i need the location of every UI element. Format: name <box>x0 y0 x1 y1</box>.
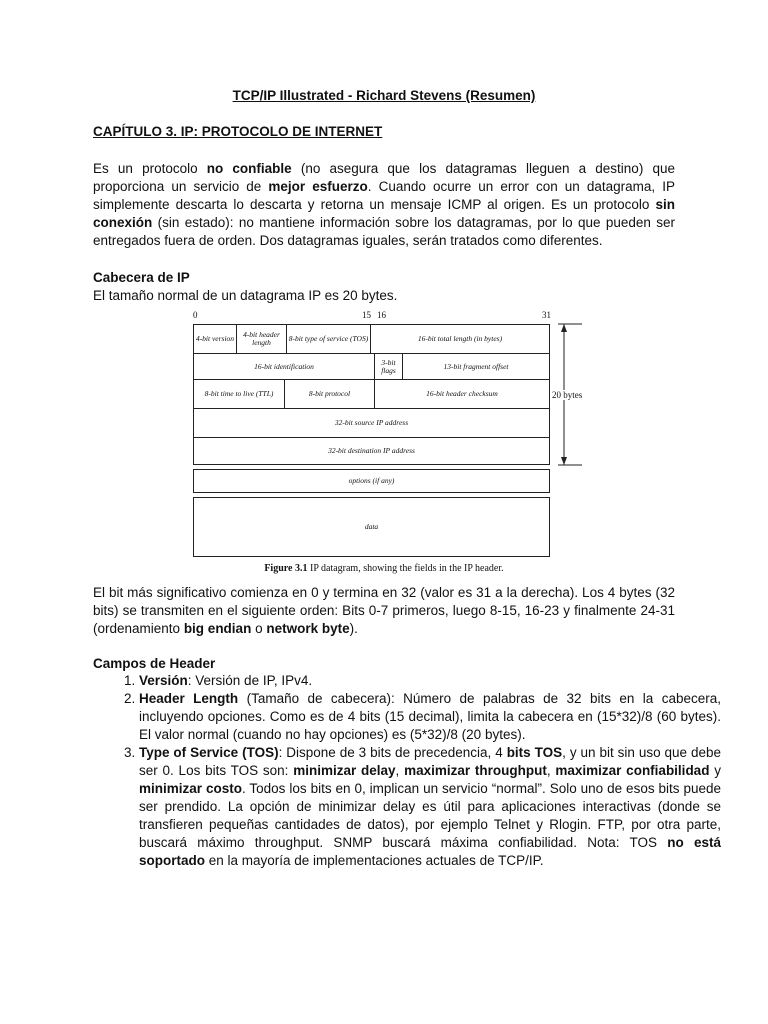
field-destination-ip: 32-bit destination IP address <box>193 437 550 465</box>
document-title: TCP/IP Illustrated - Richard Stevens (Resumen) <box>232 88 536 103</box>
field-header-checksum: 16-bit header checksum <box>374 379 550 409</box>
field-options: options (if any) <box>193 469 550 493</box>
list-item-tos: 3. Type of Service (TOS): Dispone de 3 bits de precedencia, 4 bits TOS, y un bit sin uso que debe ser 0. Los bits TOS son: minimizar delay, maximizar throughput, maximizar confiabilidad y minimizar costo. Todos los bits en 0, implican un servicio “normal”. Solo uno de esos bits puede ser prendido. La opción de minimizar delay es útil para aplicaciones interactivas (donde se transfieren pequeñas cantidades de datos), por ejemplo Telnet y Rlogin. FTP, por otra parte, buscará máximo throughput. SNMP buscará máxima confiabilidad. Nota: TOS no está soportado en la mayoría de implementaciones actuales de TCP/IP. <box>139 744 721 870</box>
list-item-version: 1. Versión: Versión de IP, IPv4. <box>139 672 721 690</box>
field-data: data <box>193 497 550 557</box>
header-section-heading: Cabecera de IP <box>93 270 190 285</box>
bit-label-16: 16 <box>377 310 386 320</box>
bit-label-0: 0 <box>193 310 198 320</box>
field-tos: 8-bit type of service (TOS) <box>286 324 371 354</box>
bit-label-31: 31 <box>542 310 551 320</box>
field-protocol: 8-bit protocol <box>284 379 375 409</box>
field-header-length: 4-bit header length <box>236 324 287 354</box>
field-flags: 3-bit flags <box>374 353 403 380</box>
figure-caption: Figure 3.1 IP datagram, showing the fields in the IP header. <box>264 563 504 574</box>
bit-label-15: 15 <box>362 310 371 320</box>
byte-order-paragraph: El bit más significativo comienza en 0 y termina en 32 (valor es 31 a la derecha). Los 4 bytes (32 bits) se transmiten en el siguiente orden: Bits 0-7 primeros, luego 8-15, 16-23 y finalmente 24-31 (ordenamiento big endian o network byte). <box>93 585 675 636</box>
chapter-heading: CAPÍTULO 3. IP: PROTOCOLO DE INTERNET <box>93 124 383 139</box>
intro-paragraph: Es un protocolo no confiable (no asegura que los datagramas lleguen a destino) que proporciona un servicio de mejor esfuerzo. Cuando ocurre un error con un datagrama, IP simplemente descarta lo descarta y retorna un mensaje ICMP al origen. Es un protocolo sin conexión (sin estado): no mantiene información sobre los datagramas, por lo que pueden ser entregados fuera de orden. Dos datagramas iguales, serán tratados como diferentes. <box>93 161 675 248</box>
field-total-length: 16-bit total length (in bytes) <box>370 324 550 354</box>
ip-header-diagram <box>180 310 600 580</box>
field-ttl: 8-bit time to live (TTL) <box>193 379 285 409</box>
list-item-header-length: 2. Header Length (Tamaño de cabecera): Número de palabras de 32 bits en la cabecera, incluyendo opciones. Como es de 4 bits (15 decimal), limita la cabecera en (15*32)/8 (60 bytes). El valor normal (cuando no hay opciones) es (5*32)/8 (20 bytes). <box>139 690 721 744</box>
field-version: 4-bit version <box>193 324 237 354</box>
header-fields-list <box>93 672 721 870</box>
field-identification: 16-bit identification <box>193 353 375 380</box>
fields-section-heading: Campos de Header <box>93 656 216 671</box>
field-fragment-offset: 13-bit fragment offset <box>402 353 550 380</box>
field-source-ip: 32-bit source IP address <box>193 408 550 438</box>
twenty-bytes-label: 20 bytes <box>552 390 583 400</box>
header-size-line: El tamaño normal de un datagrama IP es 20 bytes. <box>93 288 398 303</box>
